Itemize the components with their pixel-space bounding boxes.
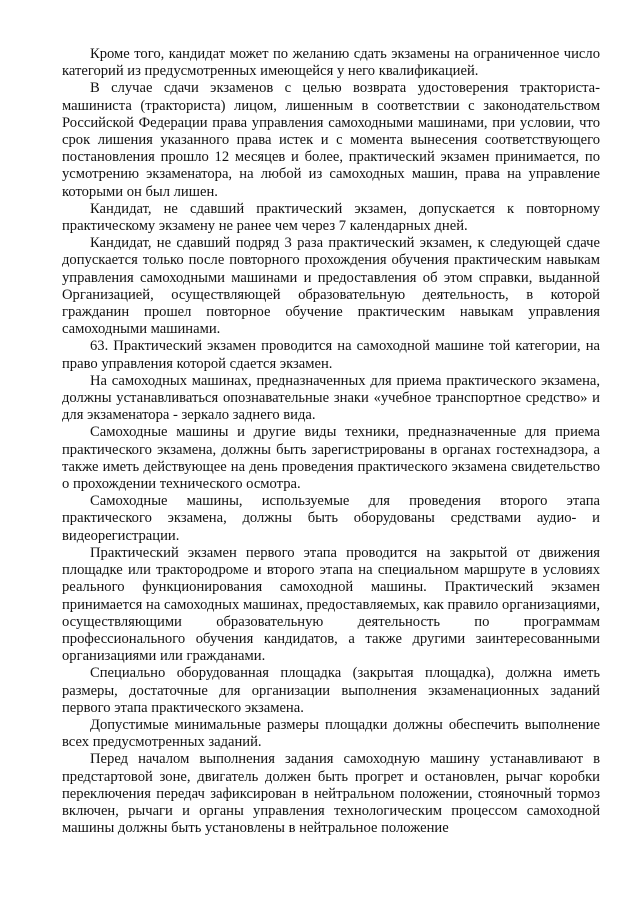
paragraph-7: Самоходные машины и другие виды техники, предназначенные для приема практического экзамена, должны быть зарегистрированы в органах гостехнадзора, а также иметь действующее на день проведения практического экзамена свидетельство о прохождении технического осмотра. [62,424,600,493]
document-page [62,46,600,837]
paragraph-1: Кроме того, кандидат может по желанию сдать экзамены на ограниченное число категорий из предусмотренных имеющейся у него квалификацией. [62,46,600,80]
paragraph-5: 63. Практический экзамен проводится на самоходной машине той категории, на право управления которой сдается экзамен. [62,338,600,372]
paragraph-4: Кандидат, не сдавший подряд 3 раза практический экзамен, к следующей сдаче допускается только после повторного прохождения обучения практическим навыкам управления самоходными машинами и предоставления об этом справки, выданной Организацией, осуществляющей образовательную деятельность, в которой гражданин прошел повторное обучение практическим навыкам управления самоходными машинами. [62,235,600,338]
paragraph-3: Кандидат, не сдавший практический экзамен, допускается к повторному практическому экзамену не ранее чем через 7 календарных дней. [62,200,600,235]
paragraph-11: Допустимые минимальные размеры площадки должны обеспечить выполнение всех предусмотренных заданий. [62,716,600,751]
paragraph-10: Специально оборудованная площадка (закрытая площадка), должна иметь размеры, достаточные для организации выполнения экзаменационных заданий первого этапа практического экзамена. [62,665,600,716]
paragraph-8: Самоходные машины, используемые для проведения второго этапа практического экзамена, должны быть оборудованы средствами аудио- и видеорегистрации. [62,493,600,544]
paragraph-2: В случае сдачи экзаменов с целью возврата удостоверения тракториста-машиниста (тракториста) лицом, лишенным в соответствии с законодательством Российской Федерации права управления самоходными машинами, при условии, что срок лишения указанного права истек и с момента вынесения соответствующего постановления прошло 12 месяцев и более, практический экзамен принимается, по усмотрению экзаменатора, на любой из самоходных машин, права на управление которыми он был лишен. [62,80,600,200]
paragraph-9: Практический экзамен первого этапа проводится на закрытой от движения площадке или трактородроме и второго этапа на специальном маршруте в условиях реального функционирования самоходной машины. Практический экзамен принимается на самоходных машинах, предоставляемых, как правило организациями, осуществляющими образовательную деятельность по программам профессионального обучения кандидатов, а также другими заинтересованными организациями или гражданами. [62,544,600,665]
paragraph-6: На самоходных машинах, предназначенных для приема практического экзамена, должны устанавливаться опознавательные знаки «учебное транспортное средство» и для экзаменатора - зеркало заднего вида. [62,372,600,424]
paragraph-12: Перед началом выполнения задания самоходную машину устанавливают в предстартовой зоне, двигатель должен быть прогрет и остановлен, рычаг коробки переключения передач зафиксирован в нейтральном положении, стояночный тормоз включен, рычаги и органы управления технологическим процессом самоходной машины должны быть установлены в нейтральное положение [62,751,600,837]
